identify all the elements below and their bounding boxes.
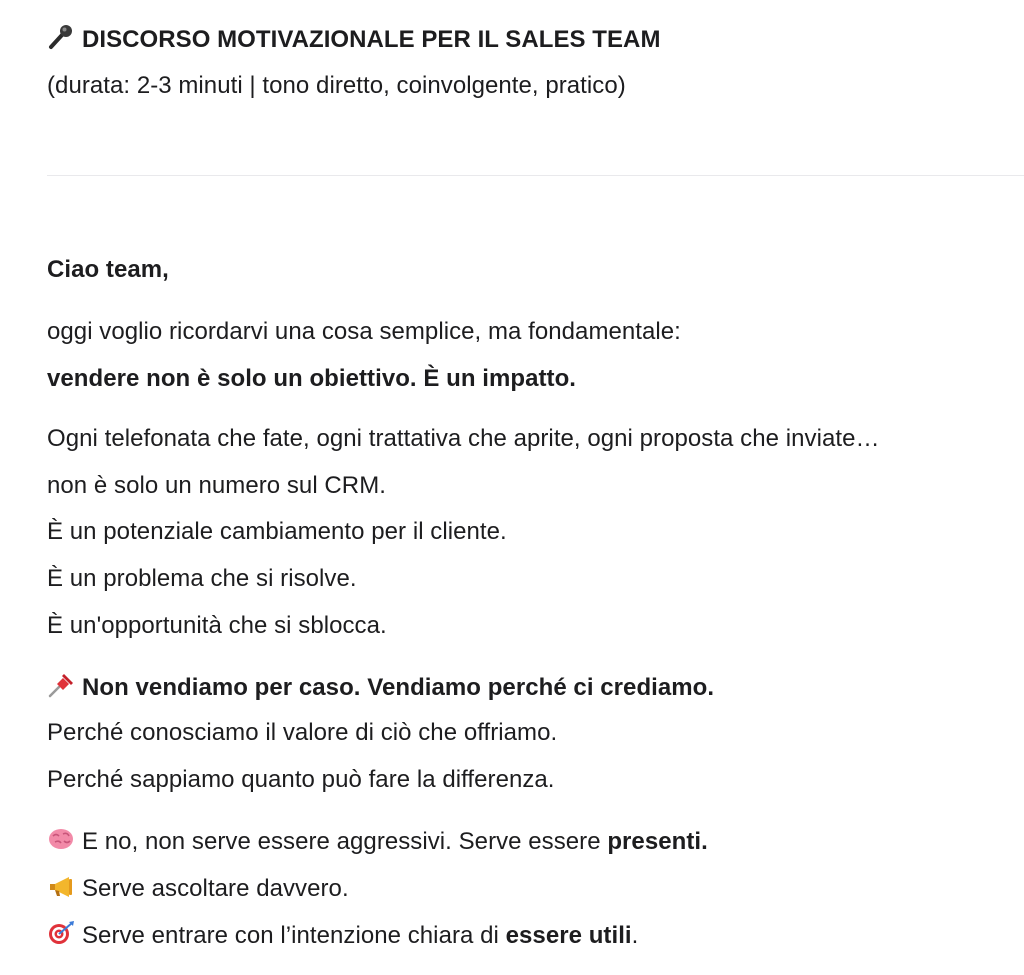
microphone-icon — [47, 24, 75, 50]
page-title — [47, 24, 660, 55]
greeting: Ciao team, — [47, 256, 169, 283]
megaphone-icon — [47, 873, 75, 899]
brain-icon — [47, 826, 75, 852]
title-text: DISCORSO MOTIVAZIONALE PER IL SALES TEAM — [82, 26, 661, 53]
megaphone-line — [47, 873, 349, 904]
pushpin-icon — [47, 672, 75, 698]
target-line — [47, 920, 638, 951]
intro-bold-line: vendere non è solo un obiettivo. È un impatto. — [47, 365, 576, 392]
brain-text: E no, non serve essere aggressivi. Serve essere — [82, 828, 608, 855]
pin-heading-text: Non vendiamo per caso. Vendiamo perché ci crediamo. — [82, 674, 715, 701]
section-divider — [47, 175, 1024, 176]
paragraph-line: È un'opportunità che si sblocca. — [47, 612, 387, 639]
target-bold: essere utili — [505, 922, 632, 949]
paragraph-line: È un problema che si risolve. — [47, 565, 357, 592]
paragraph-line: non è solo un numero sul CRM. — [47, 472, 386, 499]
brain-bold: presenti. — [607, 828, 708, 855]
target-icon — [47, 920, 75, 946]
paragraph-line: È un potenziale cambiamento per il cliente. — [47, 518, 507, 545]
paragraph-line: Perché conosciamo il valore di ciò che offriamo. — [47, 719, 558, 746]
intro-line: oggi voglio ricordarvi una cosa semplice, ma fondamentale: — [47, 318, 681, 345]
paragraph-line: Perché sappiamo quanto può fare la differenza. — [47, 766, 555, 793]
paragraph-line: Ogni telefonata che fate, ogni trattativa che aprite, ogni proposta che inviate… — [47, 425, 880, 452]
megaphone-text: Serve ascoltare davvero. — [82, 875, 349, 902]
brain-line — [47, 826, 708, 857]
target-end: . — [631, 922, 639, 949]
pin-heading — [47, 672, 714, 703]
target-text: Serve entrare con l’intenzione chiara di — [82, 922, 506, 949]
subtitle: (durata: 2-3 minuti | tono diretto, coinvolgente, pratico) — [47, 72, 626, 99]
